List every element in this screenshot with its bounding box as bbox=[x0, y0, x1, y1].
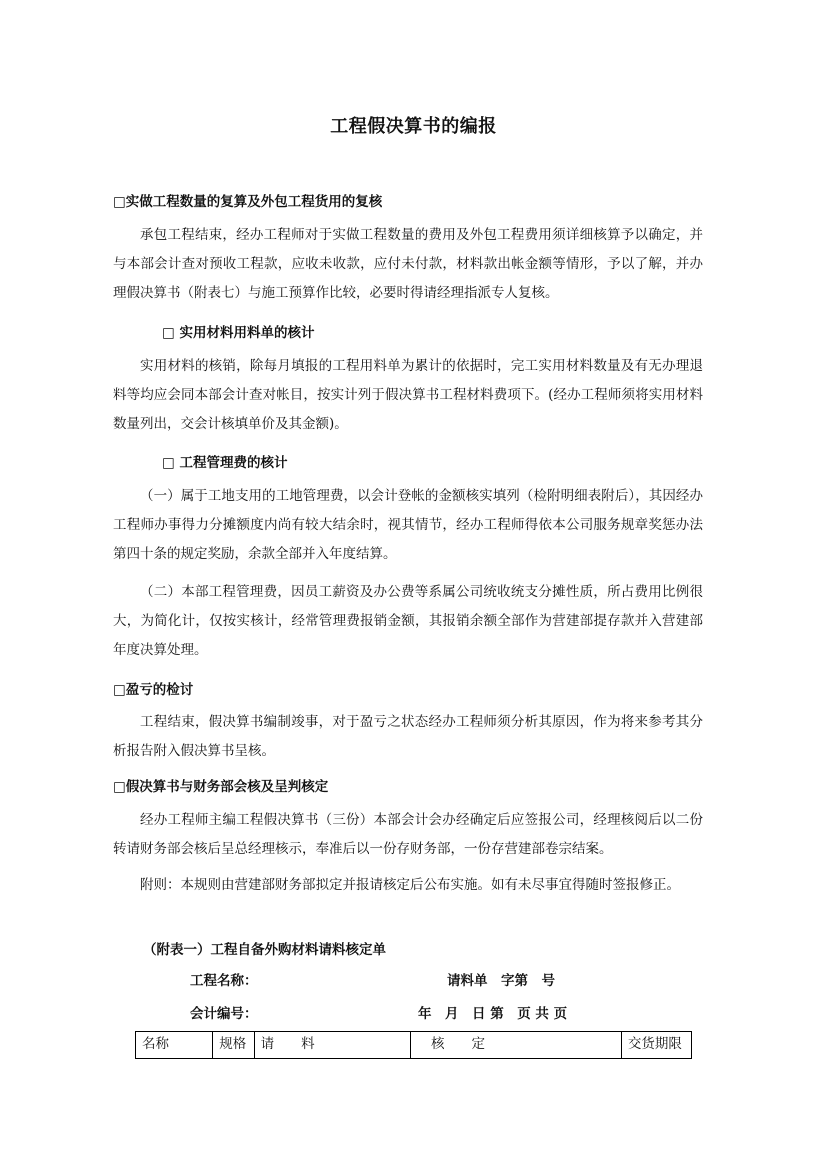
paragraph-1: 承包工程结束，经办工程师对于实做工程数量的费用及外包工程费用须详细核算予以确定，并与本部会计查对预收工程款，应收未收款，应付未付款，材料款出帐金额等情形，予以了解，并办理假决算书（附表七）与施工预算作比较，必要时得请经理指派专人复核。 bbox=[113, 227, 703, 301]
form-date-page: 年 月 日 第 页 共 页 bbox=[418, 1006, 568, 1022]
paragraph-2: 实用材料的核销，除每月填报的工程用料单为累计的依据时，完工实用材料数量及有无办理退料等均应会同本部会计查对帐目，按实计列于假决算书工程材料费项下。(经办工程师须将实用材料数量列出，交会计核填单价及其金额)。 bbox=[113, 358, 703, 432]
material-form-table bbox=[135, 1031, 692, 1059]
section-heading-2: □ 实用材料用料单的核计 bbox=[162, 325, 315, 341]
document-title: 工程假决算书的编报 bbox=[330, 116, 497, 137]
appendix-note: 附则：本规则由营建部财务部拟定并报请核定后公布实施。如有未尽事宜得随时签报修正。 bbox=[140, 877, 680, 893]
section-heading-3: □ 工程管理费的核计 bbox=[162, 455, 288, 471]
section-heading-4: □盈亏的检讨 bbox=[113, 682, 194, 698]
col-delivery-date: 交货期限 bbox=[621, 1032, 691, 1059]
col-spec: 规格 bbox=[213, 1032, 254, 1059]
paragraph-5: 经办工程师主编工程假决算书（三份）本部会计会办经确定后应签报公司，经理核阅后以二份转请财务部会核后呈总经理核示，奉准后以一份存财务部，一份存营建部卷宗结案。 bbox=[113, 812, 703, 857]
paragraph-3a: （一）属于工地支用的工地管理费，以会计登帐的金额核实填列（检附明细表附后），其因经办工程师办事得力分摊额度内尚有较大结余时，视其情节，经办工程师得依本公司服务规章奖惩办法第四十条的规定奖励，余款全部并入年度结算。 bbox=[113, 488, 703, 562]
col-name: 名称 bbox=[136, 1032, 213, 1059]
table-header-row bbox=[136, 1032, 692, 1059]
section-heading-1: □实做工程数量的复算及外包工程货用的复核 bbox=[113, 194, 383, 210]
col-request: 请 料 bbox=[254, 1032, 410, 1059]
paragraph-4: 工程结束，假决算书编制竣事，对于盈亏之状态经办工程师须分析其原因，作为将来参考其分析报告附入假决算书呈核。 bbox=[113, 714, 703, 759]
form-project-name-label: 工程名称： bbox=[190, 973, 258, 989]
section-heading-5: □假决算书与财务部会核及呈判核定 bbox=[113, 779, 329, 795]
col-approve: 核 定 bbox=[411, 1032, 622, 1059]
paragraph-3b: （二）本部工程管理费，因员工薪资及办公费等系属公司统收统支分摊性质，所占费用比例很大，为简化计，仅按实核计，经常管理费报销金额，其报销余额全部作为营建部提存款并入营建部年度决算处理。 bbox=[113, 584, 703, 658]
form-account-no-label: 会计编号： bbox=[190, 1006, 258, 1022]
form-requisition-no: 请料单 字第 号 bbox=[447, 973, 555, 989]
form-heading: （附表一）工程自备外购材料请料核定单 bbox=[143, 942, 386, 958]
